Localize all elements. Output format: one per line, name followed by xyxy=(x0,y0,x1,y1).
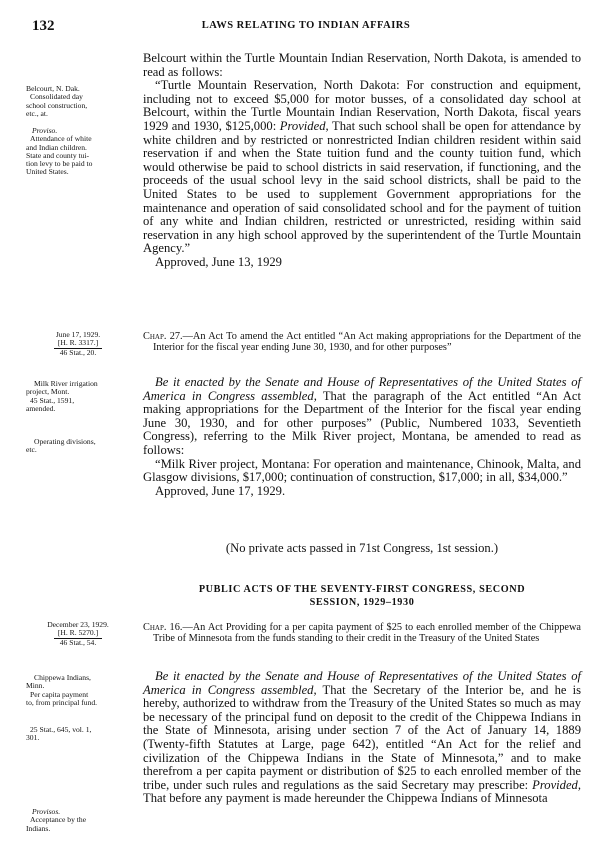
chapter-16-body xyxy=(143,670,581,806)
chap-16-label: Chap. 16. xyxy=(143,622,183,633)
chap-16-title-text: —An Act Providing for a per capita payment of $25 to each enrolled member of the Chippewa Tribe of Minnesota from the funds standing to their credit in the Treasury of the United States xyxy=(153,622,581,645)
chap-16-enacting xyxy=(143,670,581,806)
margin-note-milk-river: Milk River irrigation project, Mont. 45 Stat., 1591, amended. xyxy=(26,379,98,413)
chap-27-label: Chap. 27. xyxy=(143,331,183,342)
margin-note-belcourt: Belcourt, N. Dak. Consolidated day school construction, etc., at. xyxy=(26,84,88,118)
chapter-16-title xyxy=(143,622,581,644)
approval-date-2: Approved, June 17, 1929. xyxy=(155,483,286,498)
chap-27-heading xyxy=(143,331,581,353)
proviso-word: Provided, xyxy=(279,118,329,133)
section-heading-line-2: SESSION, 1929–1930 xyxy=(309,597,415,608)
proviso-word-2: Provided, xyxy=(532,777,581,792)
chap-16-body-b: That before any payment is made hereunder the Chippewa Indians of Minnesota xyxy=(143,791,548,806)
chap-16-heading xyxy=(143,622,581,644)
section-heading xyxy=(143,583,581,609)
belcourt-amendment xyxy=(143,52,581,270)
margin-note-chippewa: Chippewa Indians, Minn. Per capita payment to, from principal fund. xyxy=(26,673,98,707)
margin-note-operating: Operating divisions, etc. xyxy=(26,437,96,455)
enacting-clause: Be it enacted by the Senate and House of Representatives of the United States of America in Congress assembled, xyxy=(143,375,581,403)
margin-note-chap-27-ref: June 17, 1929. [H. R. 3317.] 46 Stat., 20. xyxy=(55,330,101,357)
chap-16-body-a: That the Secretary of the Interior be, and he is hereby, authorized to withdraw from the Treasury of the United States so much as may be necessary of the principal fund on deposit to the credit of the Chippewa Indians in the State of Minnesota, arising under section 7 of the Act of January 14, 1889 (Twenty-fifth Statutes at Large, page 642), entitled “An Act for the relief and civilization of the Chippewa Indians in the State of Minnesota,” and to make therefrom a per capita payment or distribution of $25 to each enrolled member of the tribe, under such rules and regulations as the said Secretary may prescribe: xyxy=(143,682,581,792)
quote-part-b: That such school shall be open for attendance by white children and by restricted or nonrestricted Indian children resident within said reservation if and when the State tuition fund and the county tuition fund, which would otherwise be paid to school districts in said reservation, if functioning, and the proceeds of the usual school levy in the said school districts, shall be paid to the United States to be used to supplement Government appropriations for the maintenance and operation of said consolidated school and for the payment of tuition of any white and Indian children, restricted or unrestricted, residing within said reservation in any high school approved by the superintendent of the Turtle Mountain Agency.” xyxy=(143,118,581,256)
running-title: LAWS RELATING TO INDIAN AFFAIRS xyxy=(201,20,411,31)
margin-note-25-stat: 25 Stat., 645, vol. 1, 301. xyxy=(26,725,92,743)
belcourt-intro: Belcourt within the Turtle Mountain Indian Reservation, North Dakota, is amended to read as follows: xyxy=(143,51,581,79)
chapter-27-body xyxy=(143,376,581,498)
section-heading-line-1: PUBLIC ACTS OF THE SEVENTY-FIRST CONGRESS, SECOND xyxy=(198,584,526,595)
page-number: 132 xyxy=(32,18,55,34)
quote-part-a: “Turtle Mountain Reservation, North Dakota: For construction and equipment, including not to exceed $5,000 for motor busses, of a consolidated day school at Belcourt, within the Turtle Mountain Indian Reservation, North Dakota, fiscal years 1929 and 1930, $125,000: xyxy=(143,78,581,133)
chap-27-enacting xyxy=(143,376,581,458)
margin-note-chap-16-ref: December 23, 1929. [H. R. 5270.] 46 Stat., 54. xyxy=(47,620,109,647)
no-private-acts-note: (No private acts passed in 71st Congress, 1st session.) xyxy=(225,541,499,555)
chap-27-title-text: —An Act To amend the Act entitled “An Act making appropriations for the Department of the Interior for the fiscal year ending June 30, 1930, and for other purposes” xyxy=(153,331,581,354)
chapter-27-title xyxy=(143,331,581,353)
milk-river-quote: “Milk River project, Montana: For operation and maintenance, Chinook, Malta, and Glasgow divisions, $17,000; continuation of construction, $17,000; in all, $34,000.” xyxy=(143,456,581,485)
margin-note-proviso: Proviso. Attendance of white and Indian children. State and county tui- tion levy to be paid to United States. xyxy=(26,126,93,177)
enacting-clause-2: Be it enacted by the Senate and House of Representatives of the United States of America in Congress assembled, xyxy=(143,669,581,697)
chap-27-body-text: That the paragraph of the Act entitled “An Act making appropriations for the Department of the Interior for the fiscal year ending June 30, 1930, and for other purposes” (Public, Numbered 1033, Seventieth Congress), referring to the Milk River project, Montana, be amended to read as follows: xyxy=(143,388,581,457)
page-header xyxy=(32,18,580,38)
turtle-mountain-quote xyxy=(143,79,581,256)
approval-date-1: Approved, June 13, 1929 xyxy=(155,254,282,269)
margin-note-provisos: Provisos. Acceptance by the Indians. xyxy=(26,807,87,833)
